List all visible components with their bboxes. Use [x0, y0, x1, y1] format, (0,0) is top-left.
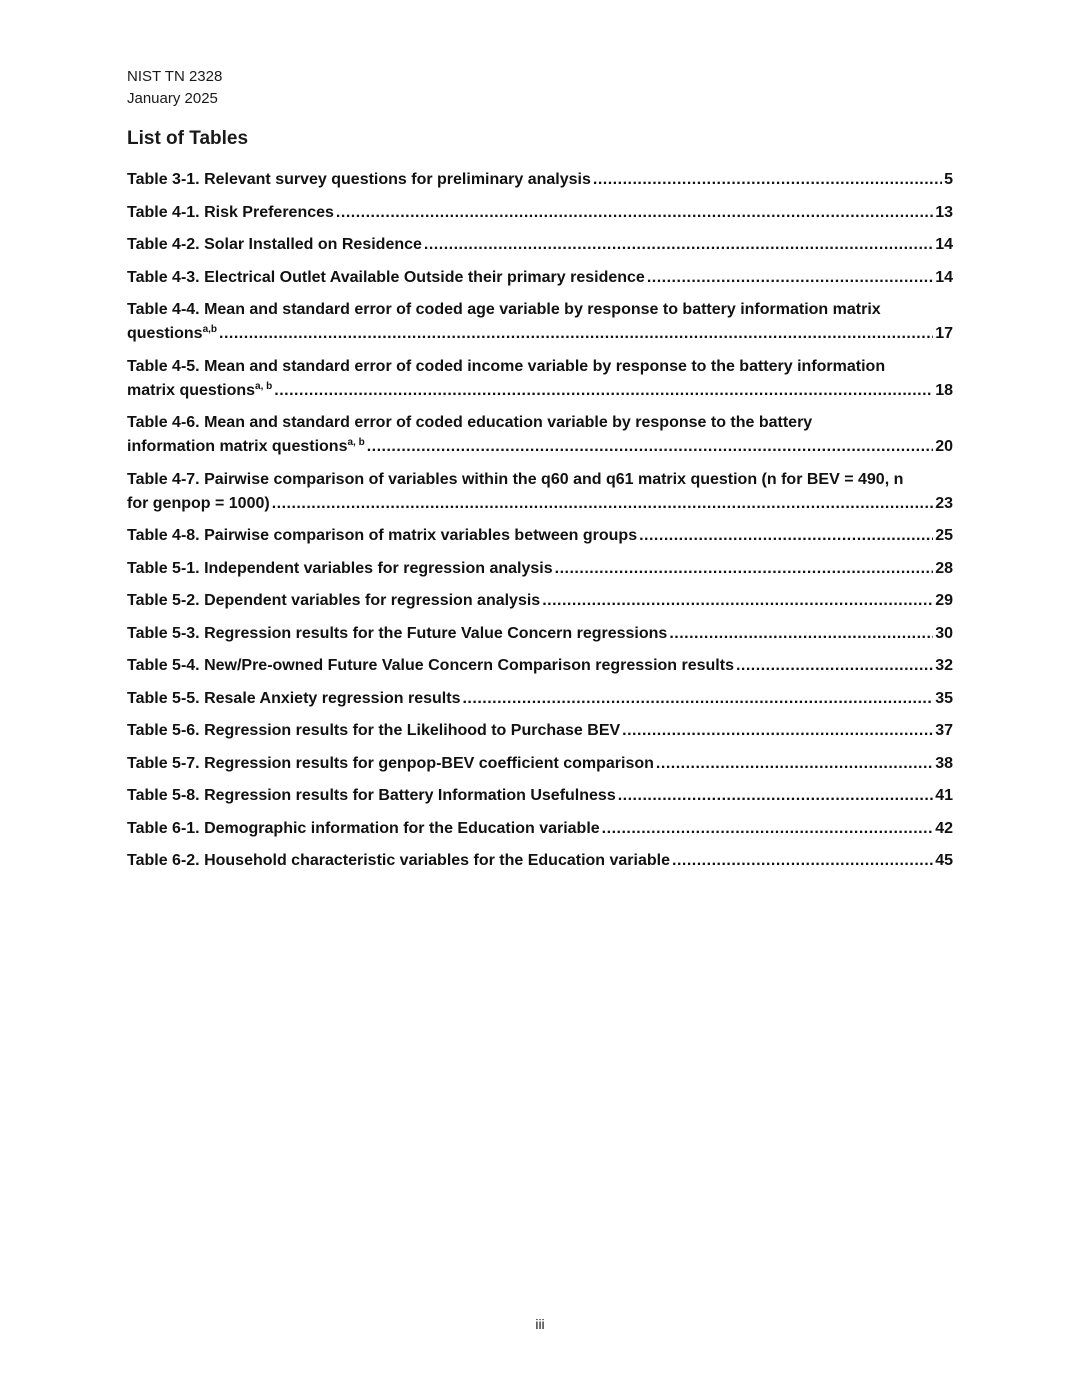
toc-entry-title: Table 5-5. Resale Anxiety regression results: [127, 689, 461, 707]
toc-entry[interactable]: [127, 557, 953, 581]
toc-entry-page-number: 13: [935, 203, 953, 221]
toc-entry[interactable]: [127, 524, 953, 548]
document-header: [127, 66, 222, 110]
toc-entry-title: Table 3-1. Relevant survey questions for preliminary analysis: [127, 171, 591, 188]
toc-entry[interactable]: [127, 201, 953, 225]
dot-leader: [602, 817, 934, 841]
toc-entry-title: matrix questions: [127, 381, 256, 399]
footnote-marker: a, b: [347, 437, 365, 448]
toc-entry[interactable]: [127, 411, 953, 459]
toc-entry-title: Table 4-1. Risk Preferences: [127, 203, 334, 221]
toc-entry-page-number: 41: [935, 787, 953, 804]
toc-entry[interactable]: [127, 355, 953, 403]
toc-entry-title: information matrix questions: [127, 438, 348, 455]
toc-entry-page-number: 32: [935, 657, 953, 674]
toc-entry-page-number: 18: [935, 381, 953, 399]
toc-entry[interactable]: [127, 468, 953, 516]
toc-entry[interactable]: [127, 784, 953, 808]
toc-entry-page-number: 17: [935, 325, 953, 342]
report-date: January 2025: [127, 90, 218, 107]
dot-leader: [462, 687, 933, 711]
toc-entry[interactable]: [127, 687, 953, 711]
footnote-marker: a, b: [255, 380, 273, 392]
dot-leader: [367, 435, 934, 459]
toc-entry[interactable]: [127, 589, 953, 613]
footnote-marker: a,b: [202, 324, 218, 335]
dot-leader: [274, 379, 933, 403]
report-id: NIST TN 2328: [127, 68, 223, 85]
toc-entry[interactable]: [127, 622, 953, 646]
toc-entry[interactable]: [127, 266, 953, 290]
toc-entry-page-number: 29: [935, 592, 953, 609]
toc-entry[interactable]: [127, 654, 953, 678]
toc-entry-title: Table 5-1. Independent variables for regression analysis: [127, 559, 553, 577]
toc-entry-page-number: 14: [935, 236, 953, 253]
dot-leader: [219, 322, 933, 346]
dot-leader: [542, 589, 933, 613]
toc-entry-title: Table 5-7. Regression results for genpop-BEV coefficient comparison: [127, 754, 654, 772]
toc-entry[interactable]: [127, 233, 953, 257]
dot-leader: [622, 719, 933, 743]
toc-entry-page-number: 14: [935, 268, 953, 286]
toc-entry-page-number: 20: [935, 438, 953, 455]
toc-entry-title: Table 5-3. Regression results for the Future Value Concern regressions: [127, 624, 668, 642]
toc-entry-title-line: Table 4-6. Mean and standard error of coded education variable by response to the battery: [127, 414, 813, 431]
dot-leader: [424, 233, 933, 257]
toc-entry-page-number: 42: [935, 819, 953, 837]
toc-entry-title: Table 5-8. Regression results for Battery Information Usefulness: [127, 787, 616, 804]
toc-entry-page-number: 28: [935, 559, 953, 577]
toc-entry-title: Table 6-2. Household characteristic variables for the Education variable: [127, 852, 670, 869]
toc-entry-title-line: Table 4-5. Mean and standard error of coded income variable by response to the battery information: [127, 357, 886, 375]
toc-entry-page-number: 37: [935, 722, 953, 739]
toc-entry[interactable]: [127, 849, 953, 873]
dot-leader: [336, 201, 933, 225]
dot-leader: [555, 557, 934, 581]
dot-leader: [618, 784, 933, 808]
toc-entry-title: Table 4-3. Electrical Outlet Available Outside their primary residence: [127, 268, 645, 286]
toc-entry-title-line: Table 4-7. Pairwise comparison of variables within the q60 and q61 matrix question (n for BEV = 490, n: [127, 470, 904, 488]
toc-entry-page-number: 35: [935, 689, 953, 707]
toc-entry-title: Table 4-2. Solar Installed on Residence: [127, 236, 422, 253]
dot-leader: [669, 622, 933, 646]
toc-entry-title: Table 5-4. New/Pre-owned Future Value Concern Comparison regression results: [127, 657, 734, 674]
toc-entry-title: Table 4-8. Pairwise comparison of matrix variables between groups: [127, 527, 638, 544]
toc-entry[interactable]: [127, 168, 953, 192]
toc-entry-title-line: Table 4-4. Mean and standard error of coded age variable by response to battery information matrix: [127, 301, 881, 318]
dot-leader: [639, 524, 933, 548]
toc-entry-page-number: 38: [935, 754, 953, 772]
dot-leader: [647, 266, 933, 290]
toc-entry-title: Table 5-2. Dependent variables for regression analysis: [127, 592, 541, 609]
toc-entry[interactable]: [127, 752, 953, 776]
toc-entry-page-number: 5: [944, 171, 953, 188]
toc-entry[interactable]: [127, 298, 953, 346]
toc-entry-title: questions: [127, 325, 203, 342]
toc-entry-title: Table 6-1. Demographic information for the Education variable: [127, 819, 600, 837]
list-of-tables-heading: List of Tables: [127, 128, 249, 149]
dot-leader: [272, 492, 934, 516]
dot-leader: [672, 849, 933, 873]
toc-entry-page-number: 45: [935, 852, 953, 869]
dot-leader: [656, 752, 933, 776]
toc-entry-title: Table 5-6. Regression results for the Likelihood to Purchase BEV: [127, 722, 621, 739]
toc-entry-page-number: 30: [935, 624, 953, 642]
dot-leader: [593, 168, 942, 192]
toc-entry[interactable]: [127, 719, 953, 743]
page-number: iii: [535, 1316, 545, 1332]
toc-entry-title: for genpop = 1000): [127, 494, 270, 512]
toc-entry-page-number: 25: [935, 527, 953, 544]
dot-leader: [736, 654, 933, 678]
list-of-tables: [127, 168, 953, 882]
toc-entry[interactable]: [127, 817, 953, 841]
toc-entry-page-number: 23: [935, 494, 953, 512]
